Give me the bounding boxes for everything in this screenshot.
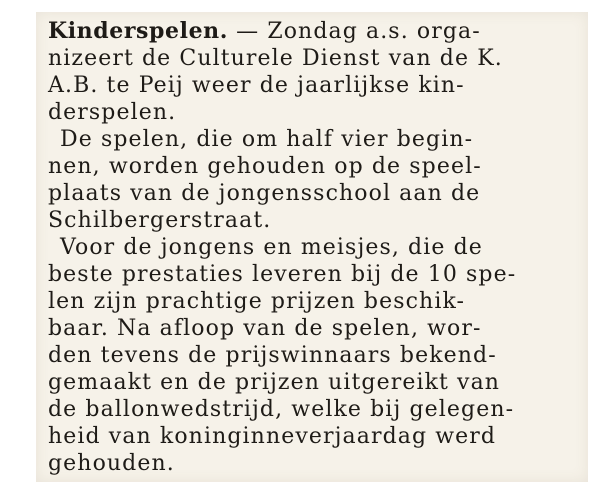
- newspaper-clipping: [36, 12, 588, 482]
- article-line: plaats van de jongensschool aan de: [48, 181, 481, 206]
- article-line: heid van koninginneverjaardag werd: [48, 424, 497, 449]
- article-line: [36, 18, 588, 45]
- article-line: den tevens de prijswinnaars bekend-: [48, 343, 497, 368]
- article-line: De spelen, die om half vier begin-: [60, 127, 474, 152]
- paragraph-2: [36, 126, 588, 234]
- paragraph-1: [36, 18, 588, 126]
- article-body: [36, 18, 588, 477]
- article-line: gehouden.: [48, 451, 175, 476]
- article-line: Voor de jongens en meisjes, die de: [60, 235, 483, 260]
- article-line: A.B. te Peij weer de jaarlijkse kin-: [48, 73, 465, 98]
- article-line-text: — Zondag a.s. orga-: [228, 19, 481, 44]
- article-kicker: Kinderspelen.: [48, 18, 229, 44]
- article-line: baar. Na afloop van de spelen, wor-: [48, 316, 482, 341]
- article-line: gemaakt en de prijzen uitgereikt van: [48, 370, 501, 395]
- article-line: beste prestaties leveren bij de 10 spe-: [48, 262, 517, 287]
- paragraph-3: [36, 234, 588, 477]
- article-line: derspelen.: [48, 100, 177, 125]
- article-line: Schilbergerstraat.: [48, 208, 272, 233]
- article-line: nen, worden gehouden op de speel-: [48, 154, 482, 179]
- article-line: de ballonwedstrijd, welke bij gelegen-: [48, 397, 515, 422]
- article-line: nizeert de Culturele Dienst van de K.: [48, 46, 503, 71]
- article-line: len zijn prachtige prijzen beschik-: [48, 289, 466, 314]
